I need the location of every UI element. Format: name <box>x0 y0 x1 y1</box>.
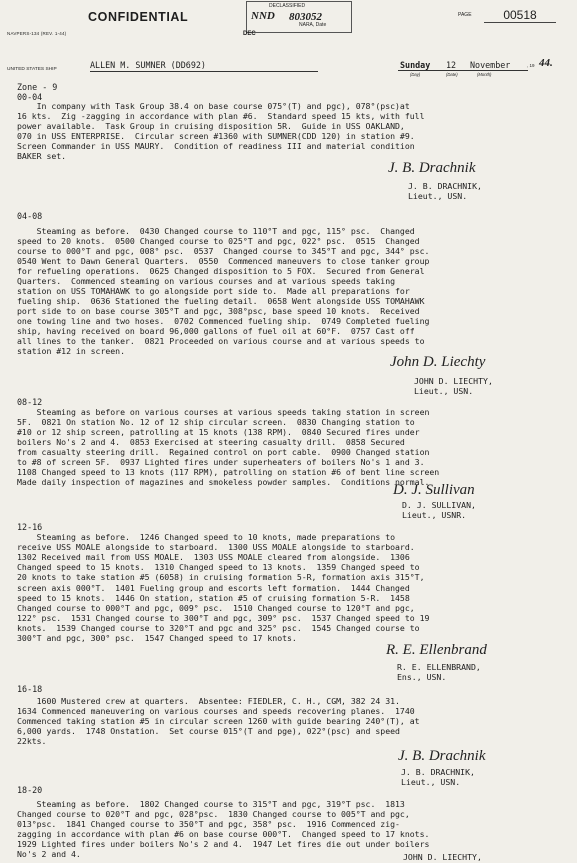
handwritten-signature: J. B. Drachnik <box>398 748 486 764</box>
log-line: 1600 Mustered crew at quarters. Absentee: FIEDLER, C. H., CGM, 382 24 31. <box>17 696 400 706</box>
log-line: Made daily inspection of magazines and smokeless powder samples. Conditions normal. <box>17 477 430 487</box>
log-line: station on USS TOMAHAWK to go alongside port side to. Made all preparations for <box>17 286 410 296</box>
log-line: one towing line and two hoses. 0702 Commenced fueling ship. 0749 Completed fueling <box>17 316 430 326</box>
log-line: 0540 Went to Dawn General Quarters. 0550 Commenced maneuvers to close tanker group <box>17 256 430 266</box>
handwritten-signature: R. E. Ellenbrand <box>386 642 487 658</box>
declass-number: 803052 <box>289 11 322 23</box>
page-label: PAGE <box>458 12 472 18</box>
log-line: Screen Commander in USS MAURY. Condition of readiness III and material condition <box>17 141 415 151</box>
signer-name: JOHN D. LIECHTY, <box>414 376 493 386</box>
log-line: station #12 in screen. <box>17 346 126 356</box>
log-line: In company with Task Group 38.4 on base course 075°(T) and pgc), 078°(psc)at <box>17 101 410 111</box>
caption-date: (Date) <box>446 72 458 77</box>
log-line: speed to 15 knots. 1446 On station, station #5 of cruising formation 5-R. 1458 <box>17 592 410 603</box>
year-prefix: , 19 <box>527 63 535 68</box>
log-line: 6,000 yards. 1748 Onstation. Set course 015°(T and pge), 022°(psc) and speed <box>17 726 400 736</box>
log-line: 1302 Received mail from USS MOALE. 1303 USS MOALE cleared from alongside. 1306 <box>17 552 410 563</box>
declass-nara: NARA, Date <box>299 22 327 28</box>
handwritten-signature: D. J. Sullivan <box>393 482 475 498</box>
log-line: 20 knots to take station #5 (6058) in cruising formation 5-R, formation axis 315°T, <box>17 572 425 583</box>
signer-name: R. E. ELLENBRAND, <box>397 662 481 672</box>
signer-rank: Lieut., USN. <box>414 386 474 396</box>
log-line: 16 kts. Zig -zagging in accordance with plan #6. Standard speed 15 kts, with full <box>17 111 425 121</box>
signer-name: J. B. DRACHNIK, <box>401 767 475 777</box>
form-number: NAVPERS-134 (REV. 1-44) <box>7 31 67 36</box>
log-line: speed to 20 knots. 0500 Changed course to 025°T and pgc, 022° psc. 0515 Changed <box>17 236 420 246</box>
log-line: Quarters. Commenced steaming on various courses and at various speeds taking <box>17 276 396 286</box>
log-line: 070 in USS ENTERPRISE. Circular screen #1360 with SUMNER(CDD 120) in station #9. <box>17 131 415 141</box>
declassification-stamp <box>246 1 352 33</box>
signer-name: J. B. DRACHNIK, <box>408 181 482 191</box>
log-line: 013°psc. 1841 Changed course to 350°T and pgc, 358° psc. 1916 Commenced zig- <box>17 819 400 829</box>
log-line: port side to on base course 305°T and pgc, 308°psc, base speed 10 knots. Received <box>17 306 420 316</box>
log-line: ship, having received on board 96,000 gallons of fuel oil at 60°F. 0757 Cast off <box>17 326 415 336</box>
log-month: November <box>470 60 511 70</box>
signer-rank: Lieut., USNR. <box>402 510 467 520</box>
log-line: #10 or 12 ship screen, patrolling at 15 knots (138 RPM). 0840 Secured fires under <box>17 427 420 437</box>
log-line: Changed speed to 15 knots. 1310 Changed speed to 13 knots. 1359 Changed speed to <box>17 562 420 573</box>
log-line: from casualty steering drill. Regained control on port cable. 0900 Changed station <box>17 447 430 457</box>
signer-name: D. J. SULLIVAN, <box>402 500 476 510</box>
watch-heading: 08-12 <box>17 397 43 407</box>
ship-name: ALLEN M. SUMNER (DD692) <box>90 60 318 72</box>
log-line: Changed course to 000°T and pgc, 009° psc. 1510 Changed course to 120°T and pgc, <box>17 602 415 613</box>
handwritten-signature: John D. Liechty <box>390 354 486 370</box>
ship-label: UNITED STATES SHIP <box>7 67 57 72</box>
caption-month: (Month) <box>477 72 492 77</box>
log-line: knots. 1539 Changed course to 320°T and pgc and 325° psc. 1545 Changed course to <box>17 622 420 633</box>
log-line: receive USS MOALE alongside to starboard. 1300 USS MOALE alongside to starboard. <box>17 542 415 553</box>
signer-rank: Lieut., USN. <box>408 191 468 201</box>
log-line: 22kts. <box>17 736 47 746</box>
log-line: 1929 Lighted fires under boilers No's 2 and 4. 1947 Let fires die out under boilers <box>17 839 430 849</box>
log-line: Steaming as before. 0430 Changed course to 110°T and pgc, 115° psc. Changed <box>17 226 415 236</box>
log-line: 1108 Changed speed to 13 knots (117 RPM), patrolling on station #6 of bent line screen <box>17 467 440 477</box>
log-line: course to 000°T and pgc, 008° psc. 0537 Changed course to 345°T and pgc, 344° psc. <box>17 246 430 256</box>
log-year: 44. <box>539 57 553 69</box>
classification-label: CONFIDENTIAL <box>88 10 189 24</box>
log-line: boilers No's 2 and 4. 0853 Exercised at steering casualty drill. 0858 Secured <box>17 437 405 447</box>
declass-title: DECLASSIFIED <box>269 3 306 9</box>
log-line: all lines to the tanker. 0821 Proceeded on various course and at various speeds to <box>17 336 425 346</box>
log-date: 12 <box>446 60 457 70</box>
declass-authority: NND <box>251 10 275 22</box>
log-line: Changed course to 020°T and pgc, 028°psc. 1830 Changed course to 005°T and pgc, <box>17 809 410 819</box>
log-line: for refueling operations. 0625 Changed disposition to 5 FOX. Secured from General <box>17 266 425 276</box>
log-line: 300°T and pgc, 300° psc. 1547 Changed speed to 17 knots. <box>17 633 297 643</box>
log-line: 5F. 0821 On station No. 12 of 12 ship circular screen. 0830 Changing station to <box>17 417 415 427</box>
log-line: BAKER set. <box>17 151 67 161</box>
declass-label: DEC <box>243 31 256 37</box>
caption-day: (Day) <box>410 72 421 77</box>
watch-heading: Zone - 9 00-04 <box>17 82 58 102</box>
watch-heading: 12-16 <box>17 522 43 532</box>
log-line: 122° psc. 1531 Changed course to 300°T and pgc, 309° psc. 1537 Changed speed to 19 <box>17 612 430 623</box>
log-line: 1634 Commenced maneuvering on various courses and speeds recovering planes. 1740 <box>17 706 415 716</box>
log-line: Commenced taking station #5 in circular screen 1260 with guide bearing 240°(T), at <box>17 716 420 726</box>
handwritten-signature: J. B. Drachnik <box>388 160 476 176</box>
log-line: Steaming as before. 1802 Changed course to 315°T and pgc, 319°T psc. 1813 <box>17 799 405 809</box>
log-line: zagging in accordance with plan #6 on base course 000°T. Changed speed to 17 knots. <box>17 829 430 839</box>
page-number: 00518 <box>484 8 556 23</box>
watch-heading: 04-08 <box>17 211 43 221</box>
signer-rank: Ens., USN. <box>397 672 447 682</box>
signer-name: JOHN D. LIECHTY, <box>403 852 482 862</box>
log-line: No's 2 and 4. <box>17 849 81 859</box>
log-line: screen axis 000°T. 1401 Fueling group and escorts left formation. 1444 Changed <box>17 582 410 593</box>
signer-rank: Lieut., USN. <box>401 777 461 787</box>
watch-heading: 18-20 <box>17 785 43 795</box>
log-line: to #8 of screen 5F. 0937 Lighted fires under superheaters of boilers No's 1 and 3. <box>17 457 425 467</box>
log-day: Sunday <box>400 60 431 70</box>
date-rule <box>398 70 528 71</box>
log-line: Steaming as before. 1246 Changed speed to 10 knots, made preparations to <box>17 532 396 542</box>
log-line: fueling ship. 0636 Stationed the fueling detail. 0658 Went alongside USS TOMAHAWK <box>17 296 425 306</box>
log-line: power available. Task Group in cruising disposition 5R. Guide in USS OAKLAND, <box>17 121 405 131</box>
log-line: Steaming as before on various courses at various speeds taking station in screen <box>17 407 430 417</box>
watch-heading: 16-18 <box>17 684 43 694</box>
